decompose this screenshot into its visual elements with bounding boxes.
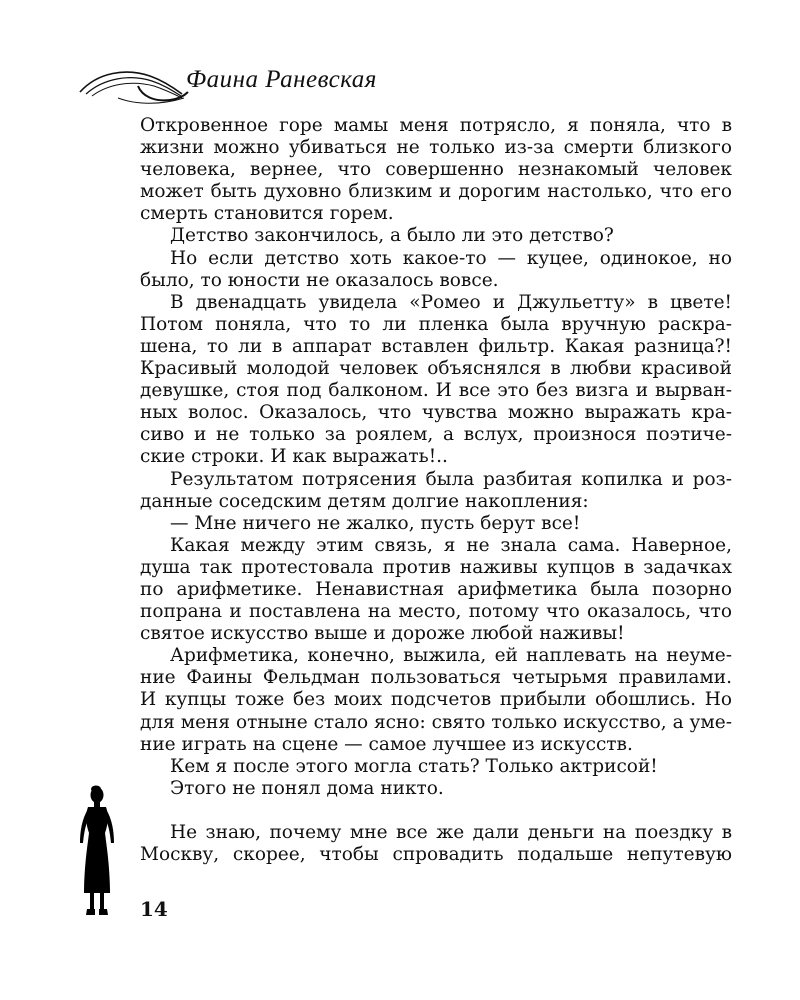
text-line: — Мне ничего не жалко, пусть берут все! — [170, 512, 581, 534]
text-line: Результатом потрясения была разбитая копилка и роз- — [170, 468, 732, 490]
text-line: по арифметике. Ненавистная арифметика была позорно — [140, 578, 732, 600]
paragraph-gap — [140, 800, 732, 822]
text-line: Этого не понял дома никто. — [170, 777, 444, 799]
text-line: попрана и поставлена на место, потому что оказалось, что — [140, 601, 732, 623]
decorative-flourish-icon — [78, 62, 190, 106]
woman-silhouette-icon — [74, 785, 118, 917]
text-line: ние Фаины Фельдман пользоваться четырьмя правилами. — [140, 667, 732, 689]
text-line: ных волос. Оказалось, что чувства можно выражать кра- — [140, 402, 732, 424]
text-line: душа так протестовала против наживы купцов в задачках — [140, 556, 732, 578]
text-line: Москву, скорее, чтобы спровадить подальше непутевую — [140, 844, 732, 865]
text-line: Но если детство хоть какое-то — куцее, одинокое, но — [170, 247, 732, 269]
text-line: Детство закончилось, а было ли это детство? — [170, 225, 614, 247]
text-line: Красивый молодой человек объяснялся в любви красивой — [140, 358, 732, 380]
running-head-title: Фаина Раневская — [186, 66, 377, 93]
text-line: Арифметика, конечно, выжила, ей наплевать на неуме- — [170, 645, 732, 667]
text-line: Откровенное горе мамы меня потрясло, я поняла, что в — [140, 115, 732, 136]
text-line: Какая между этим связь, я не знала сама. Наверное, — [170, 534, 732, 556]
text-line: может быть духовно близким и дорогим настолько, что его — [140, 181, 732, 203]
text-line: смерть становится горем. — [140, 203, 394, 225]
text-line: ние играть на сцене — самое лучшее из искусств. — [140, 733, 633, 755]
body-text — [140, 115, 732, 866]
text-line: для меня отныне стало ясно: свято только искусство, а уме- — [140, 711, 732, 733]
text-line: Кем я после этого могла стать? Только актрисой! — [170, 755, 658, 777]
text-line: ские строки. И как выражать!.. — [140, 446, 448, 468]
text-line: Потом поняла, что то ли пленка была вручную раскра- — [140, 313, 732, 335]
text-line: святое искусство выше и дороже любой наживы! — [140, 623, 625, 645]
text-line: данные соседским детям долгие накопления: — [140, 490, 589, 512]
page-number: 14 — [140, 897, 168, 921]
running-head-block — [78, 62, 478, 106]
text-line: Не знаю, почему мне все же дали деньги на поездку в — [170, 821, 732, 843]
text-line: было, то юности не оказалось вовсе. — [140, 269, 499, 291]
text-line: сиво и не только за роялем, а вслух, произнося поэтиче- — [140, 424, 732, 446]
text-line: И купцы тоже без моих подсчетов прибыли обошлись. Но — [140, 689, 732, 711]
text-line: девушке, стоя под балконом. И все это без визга и вырван- — [140, 380, 732, 402]
text-line: шена, то ли в аппарат вставлен фильтр. Какая разница?! — [140, 335, 732, 357]
text-line: жизни можно убиваться не только из-за смерти близкого — [140, 137, 732, 159]
text-line: человека, вернее, что совершенно незнакомый человек — [140, 159, 732, 181]
text-line: В двенадцать увидела «Ромео и Джульетту» в цвете! — [170, 291, 732, 313]
